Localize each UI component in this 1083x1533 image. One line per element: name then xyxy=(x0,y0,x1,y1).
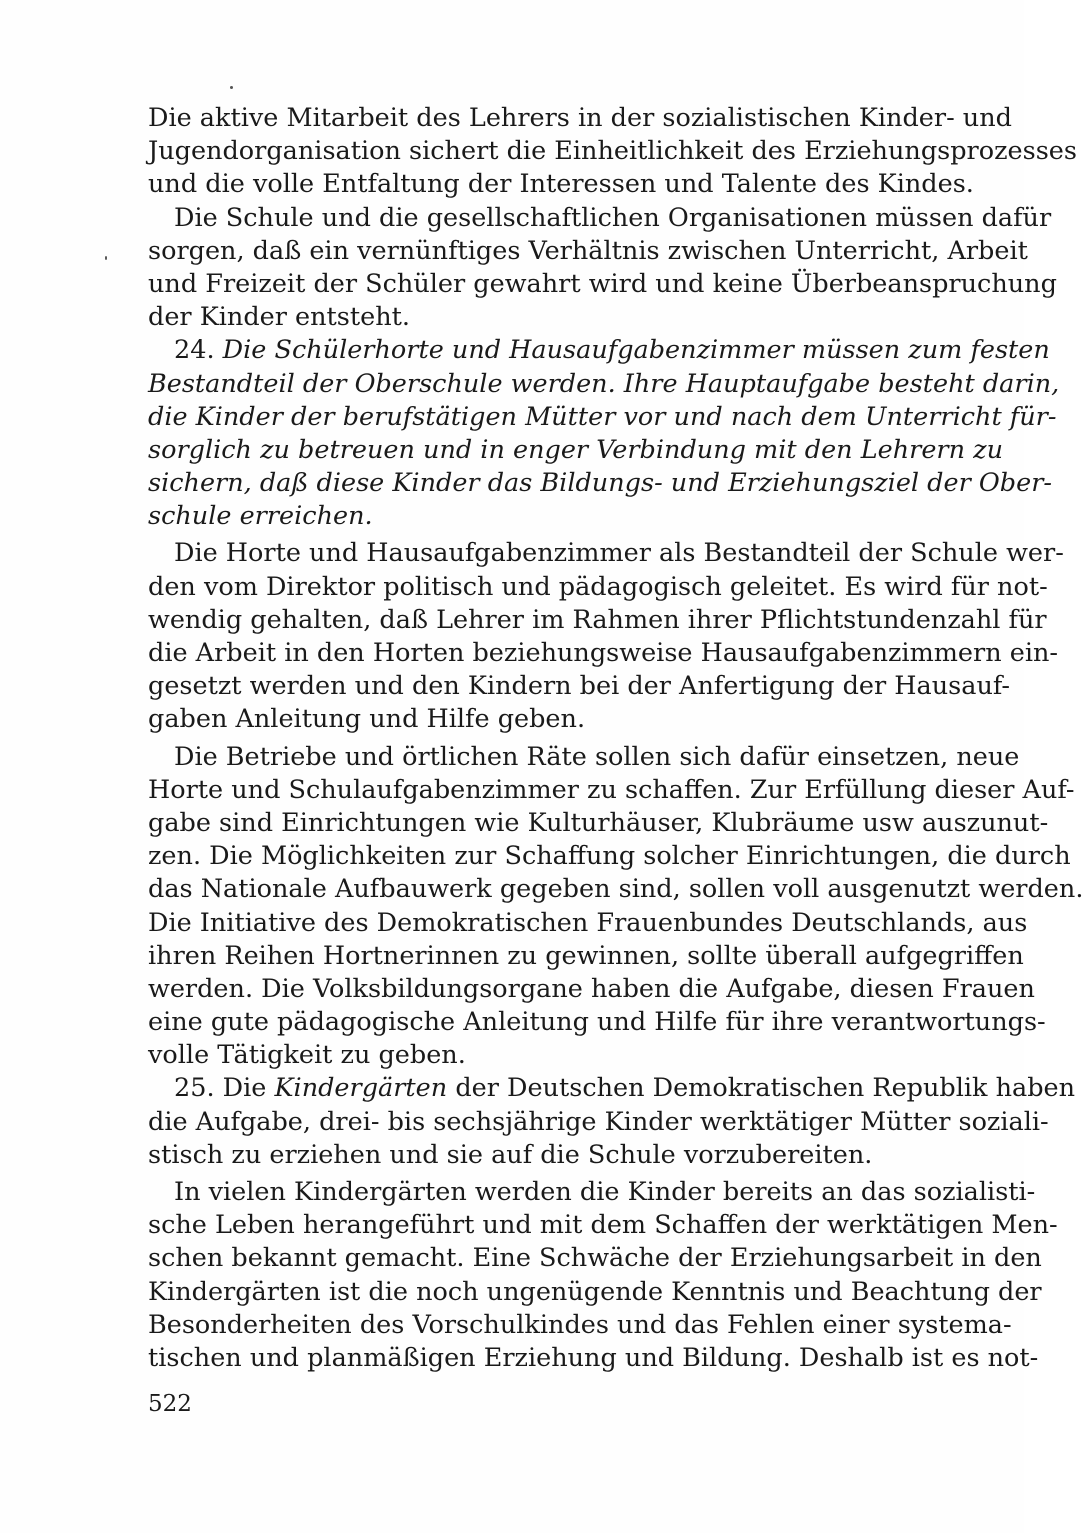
text-line: gesetzt werden und den Kindern bei der Anfertigung der Hausauf- xyxy=(148,671,1011,702)
text-line: Die aktive Mitarbeit des Lehrers in der sozialistischen Kinder- und xyxy=(148,103,1012,133)
text-line: sichern, daß diese Kinder das Bildungs- und Erziehungsziel der Ober- xyxy=(148,468,1053,499)
text-line: ihren Reihen Hortnerinnen zu gewinnen, sollte überall aufgegriffen xyxy=(148,940,1024,971)
numbered-paragraph-25 xyxy=(148,1072,1076,1172)
text-line: die Aufgabe, drei- bis sechsjährige Kinder werktätiger Mütter soziali- xyxy=(148,1106,1049,1137)
italic-text: Kindergärten xyxy=(274,1073,448,1104)
text-line: sorglich zu betreuen und in enger Verbindung mit den Lehrern zu xyxy=(148,434,1003,465)
paragraph xyxy=(148,102,1077,202)
paragraph xyxy=(148,1176,1058,1375)
text-line xyxy=(148,334,1050,367)
line-text: der Deutschen Demokratischen Republik haben xyxy=(455,1073,1076,1104)
text-line: Jugendorganisation sichert die Einheitlichkeit des Erziehungsprozesses xyxy=(148,136,1077,167)
text-line: stisch zu erziehen und sie auf die Schule vorzubereiten. xyxy=(148,1139,873,1170)
scan-speck xyxy=(105,256,107,260)
text-line: Die Schule und die gesellschaftlichen Organisationen müssen dafür xyxy=(174,202,1052,233)
text-line: werden. Die Volksbildungsorgane haben die Aufgabe, diesen Frauen xyxy=(148,973,1035,1004)
text-line: Besonderheiten des Vorschulkindes und das Fehlen einer systema- xyxy=(148,1309,1012,1340)
text-line: Horte und Schulaufgabenzimmer zu schaffen. Zur Erfüllung dieser Auf- xyxy=(148,774,1075,805)
section-number: 25. xyxy=(174,1073,215,1104)
text-line: schen bekannt gemacht. Eine Schwäche der Erziehungsarbeit in den xyxy=(148,1243,1042,1274)
paragraph xyxy=(148,537,1064,736)
text-line: wendig gehalten, daß Lehrer im Rahmen ihrer Pflichtstundenzahl für xyxy=(148,604,1047,635)
text-line: tischen und planmäßigen Erziehung und Bildung. Deshalb ist es not- xyxy=(148,1342,1039,1373)
body-text xyxy=(148,102,1083,1375)
text-line: volle Tätigkeit zu geben. xyxy=(148,1040,466,1071)
text-line: Die Initiative des Demokratischen Frauenbundes Deutschlands, aus xyxy=(148,907,1028,938)
text-line: sche Leben herangeführt und mit dem Schaffen der werktätigen Men- xyxy=(148,1210,1058,1241)
text-line: gabe sind Einrichtungen wie Kulturhäuser, Klubräume usw auszunut- xyxy=(148,807,1049,838)
italic-text: Die Schülerhorte und Hausaufgabenzimmer müssen zum festen xyxy=(222,335,1050,366)
section-number: 24. xyxy=(174,335,215,366)
line-text: Die xyxy=(222,1073,267,1104)
text-line: eine gute pädagogische Anleitung und Hilfe für ihre verantwortungs- xyxy=(148,1007,1046,1038)
paragraph xyxy=(148,741,1083,1073)
text-line: der Kinder entsteht. xyxy=(148,302,411,333)
text-line: In vielen Kindergärten werden die Kinder bereits an das sozialisti- xyxy=(174,1177,1036,1207)
text-line: Die Betriebe und örtlichen Räte sollen sich dafür einsetzen, neue xyxy=(174,741,1020,772)
text-line: zen. Die Möglichkeiten zur Schaffung solcher Einrichtungen, die durch xyxy=(148,841,1071,872)
text-line: die Kinder der berufstätigen Mütter vor und nach dem Unterricht für- xyxy=(148,401,1057,432)
text-line: Die Horte und Hausaufgabenzimmer als Bestandteil der Schule wer- xyxy=(174,538,1064,569)
text-line: die Arbeit in den Horten beziehungsweise Hausaufgabenzimmern ein- xyxy=(148,638,1059,668)
text-line xyxy=(148,1072,1076,1105)
text-line: das Nationale Aufbauwerk gegeben sind, sollen voll ausgenutzt werden. xyxy=(148,874,1083,905)
text-line: und Freizeit der Schüler gewahrt wird und keine Überbeanspruchung xyxy=(148,268,1057,299)
page-number: 522 xyxy=(148,1391,192,1417)
text-line: gaben Anleitung und Hilfe geben. xyxy=(148,704,586,735)
text-line: und die volle Entfaltung der Interessen und Talente des Kindes. xyxy=(148,169,974,200)
text-line: Bestandteil der Oberschule werden. Ihre Hauptaufgabe besteht darin, xyxy=(148,368,1060,399)
text-line: Kindergärten ist die noch ungenügende Kenntnis und Beachtung der xyxy=(148,1276,1042,1307)
paragraph xyxy=(148,202,1057,335)
numbered-paragraph-24 xyxy=(148,334,1060,533)
text-line: sorgen, daß ein vernünftiges Verhältnis zwischen Unterricht, Arbeit xyxy=(148,235,1028,266)
text-line: schule erreichen. xyxy=(148,501,373,532)
text-line: den vom Direktor politisch und pädagogisch geleitet. Es wird für not- xyxy=(148,571,1048,602)
scan-speck xyxy=(230,86,233,89)
